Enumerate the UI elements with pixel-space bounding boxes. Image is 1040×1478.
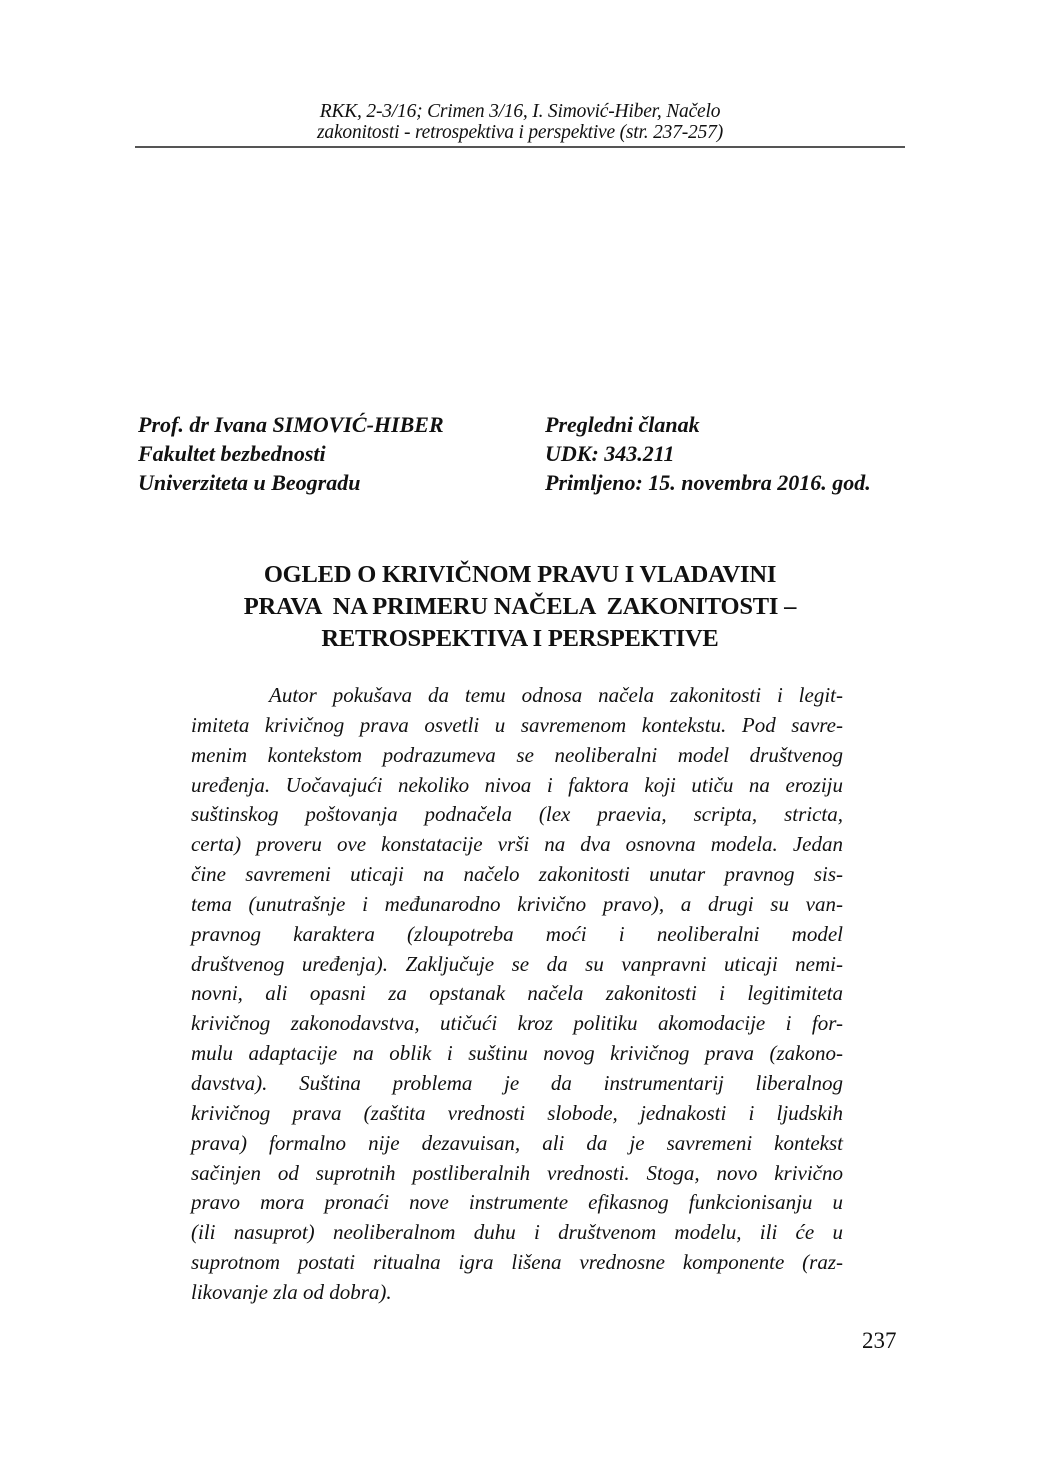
author-name: Prof. dr Ivana SIMOVIĆ-HIBER xyxy=(138,412,444,437)
abstract-line: prava) formalno nije dezavuisan, ali da je savremeni kontekst xyxy=(191,1130,843,1155)
article-info xyxy=(545,410,871,497)
page-number: 237 xyxy=(862,1328,897,1353)
abstract xyxy=(191,681,843,1308)
abstract-line: krivičnog prava (zaštita vrednosti slobode, jednakosti i ljudskih xyxy=(191,1100,843,1125)
abstract-line: likovanje zla od dobra). xyxy=(191,1279,392,1304)
running-head xyxy=(135,101,905,143)
abstract-line: suštinskog poštovanja podnačela (lex praevia, scripta, stricta, xyxy=(191,802,843,827)
abstract-line: pravo mora pronaći nove instrumente efikasnog funkcionisanju u xyxy=(191,1190,843,1215)
abstract-line: suprotnom postati ritualna igra lišena vrednosne komponente (raz- xyxy=(191,1250,843,1275)
header-divider xyxy=(135,146,905,148)
abstract-line: sačinjen od suprotnih postliberalnih vrednosti. Stoga, novo krivično xyxy=(191,1160,843,1185)
running-head-line-1: RKK, 2-3/16; Crimen 3/16, I. Simović-Hiber, Načelo xyxy=(319,101,721,122)
title-line: OGLED O KRIVIČNOM PRAVU I VLADAVINI xyxy=(263,561,777,588)
abstract-line: čine savremeni uticaji na načelo zakonitosti unutar pravnog sis- xyxy=(191,862,843,887)
article-type: Pregledni članak xyxy=(545,412,700,437)
author-block xyxy=(138,410,444,497)
article-title xyxy=(150,559,890,655)
abstract-line: mulu adaptacije na oblik i suštinu novog krivičnog prava (zakono- xyxy=(191,1041,843,1066)
abstract-line: certa) proveru ove konstatacije vrši na dva osnovna modela. Jedan xyxy=(191,832,843,857)
abstract-line: novni, ali opasni za opstanak načela zakonitosti i legitimiteta xyxy=(191,981,843,1006)
abstract-line: uređenja. Uočavajući nekoliko nivoa i faktora koji utiču na eroziju xyxy=(191,772,843,797)
abstract-line: krivičnog zakonodavstva, utičući kroz politiku akomodacije i for- xyxy=(191,1011,843,1036)
abstract-line: pravnog karaktera (zloupotreba moći i neoliberalni model xyxy=(191,921,843,946)
abstract-line: tema (unutrašnje i međunarodno krivično pravo), a drugi su van- xyxy=(191,891,843,916)
abstract-line: Autor pokušava da temu odnosa načela zakonitosti i legit- xyxy=(269,683,843,707)
article-udk: UDK: 343.211 xyxy=(545,441,675,466)
running-head-line-2: zakonitosti - retrospektiva i perspektive (str. 237-257) xyxy=(317,122,723,143)
abstract-line: društvenog uređenja). Zaključuje se da su vanpravni uticaji nemi- xyxy=(191,951,843,976)
abstract-line: (ili nasuprot) neoliberalnom duhu i društvenom modelu, ili će u xyxy=(191,1220,843,1245)
abstract-line: imiteta krivičnog prava osvetli u savremenom kontekstu. Pod savre- xyxy=(191,712,843,737)
title-line: RETROSPEKTIVA I PERSPEKTIVE xyxy=(321,625,719,652)
abstract-line: davstva). Suština problema je da instrumentarij liberalnog xyxy=(191,1070,843,1095)
article-received-date: Primljeno: 15. novembra 2016. god. xyxy=(545,470,871,495)
title-line: PRAVA NA PRIMERU NAČELA ZAKONITOSTI – xyxy=(243,593,797,620)
author-faculty: Fakultet bezbednosti xyxy=(138,441,326,466)
author-university: Univerziteta u Beogradu xyxy=(138,470,361,495)
abstract-line: menim kontekstom podrazumeva se neoliberalni model društvenog xyxy=(191,742,843,767)
